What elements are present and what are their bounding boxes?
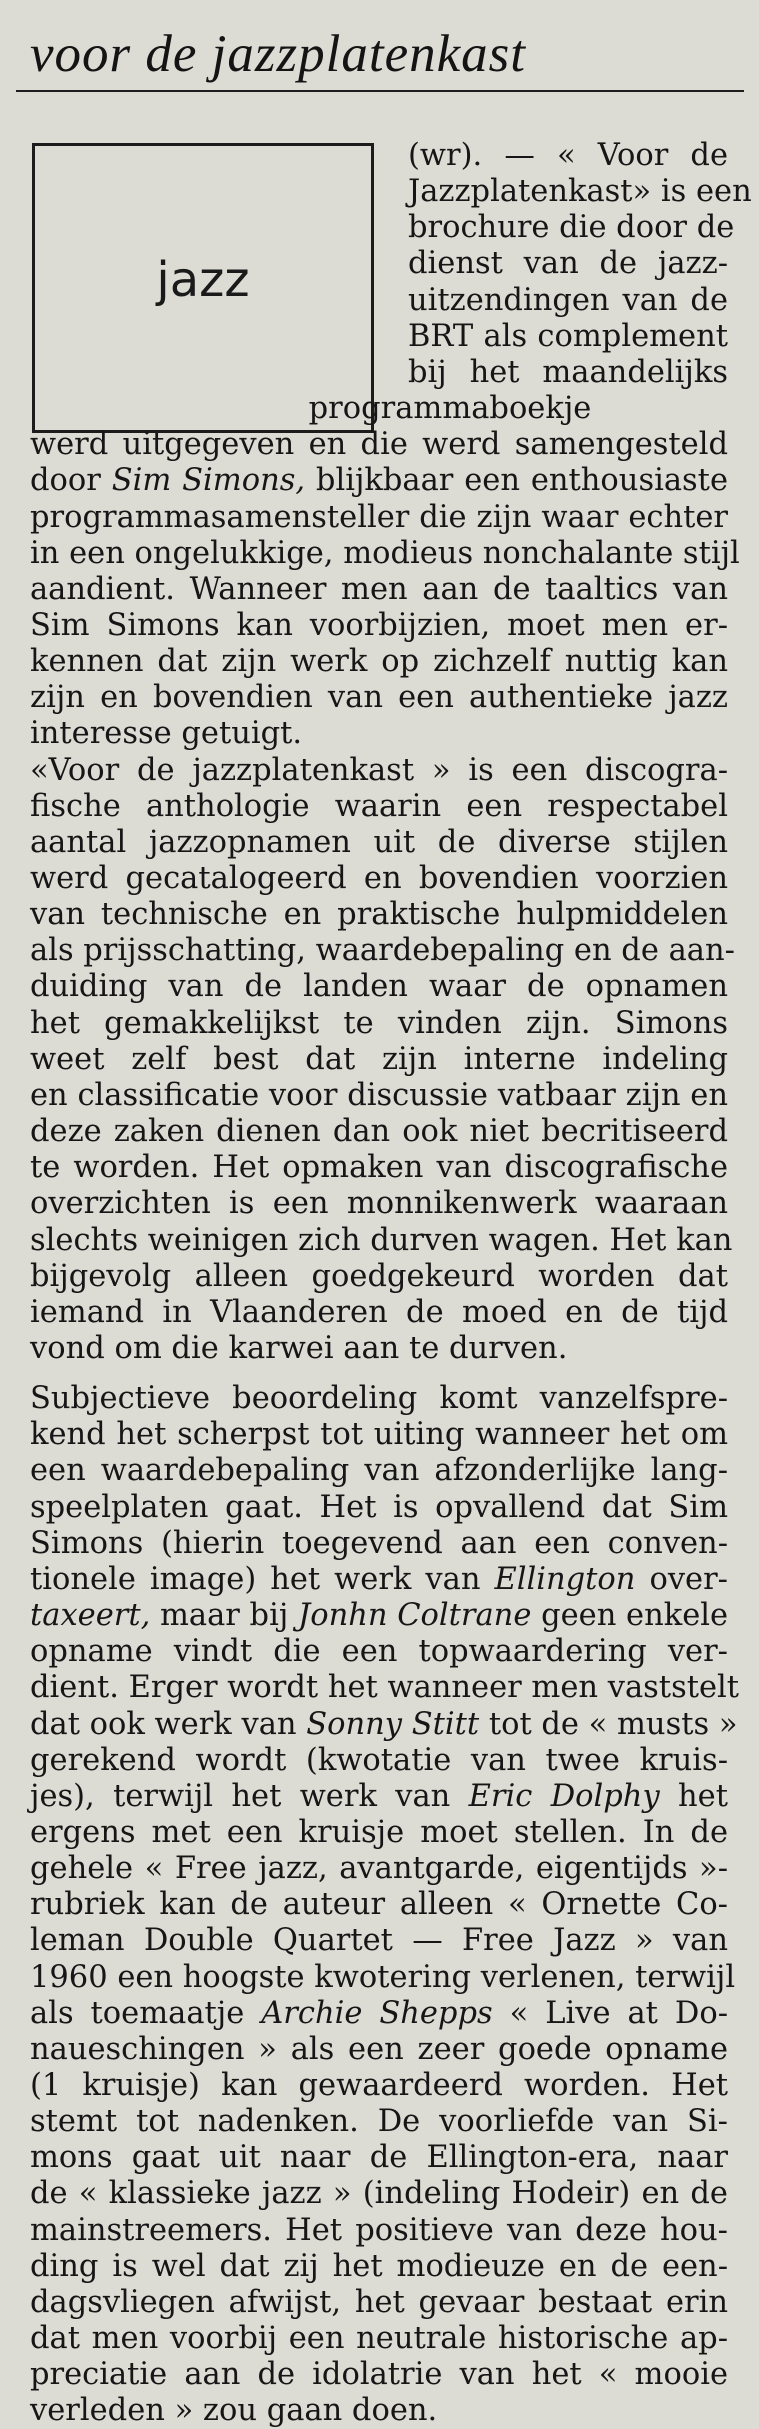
paragraph-2-line: duiding van de landen waar de opnamen (30, 969, 728, 1005)
paragraph-3-line: verleden » zou gaan doen. (30, 2393, 438, 2429)
paragraph-3-line: ding is wel dat zij het modieuze en de een- (30, 2248, 728, 2284)
paragraph-2-line: het gemakkelijkst te vinden zijn. Simons (30, 1005, 728, 1041)
paragraph-1-line: Sim Simons kan voorbijzien, moet men er- (30, 607, 728, 643)
paragraph-3-line: kend het scherpst tot uiting wanneer het om (30, 1417, 728, 1453)
paragraph-1-line: BRT als complement (408, 318, 728, 354)
paragraph-3-line: 1960 een hoogste kwotering verlenen, terwijl (30, 1959, 736, 1995)
paragraph-1-line: aandient. Wanneer men aan de taaltics van (30, 571, 728, 607)
paragraph-3-line: Simons (hierin toegevend aan een conven- (30, 1525, 728, 1561)
paragraph-3-line: opname vindt die een topwaardering ver- (30, 1634, 728, 1670)
paragraph-1-line: dienst van de jazz- (408, 246, 728, 282)
paragraph-2-line: aantal jazzopnamen uit de diverse stijlen (30, 824, 728, 860)
paragraph-3-line: de « klassieke jazz » (indeling Hodeir) en de (30, 2176, 728, 2212)
paragraph-2-line: werd gecatalogeerd en bovendien voorzien (30, 861, 728, 896)
paragraph-1-line: werd uitgegeven en die werd samengesteld (30, 427, 728, 463)
paragraph-2-line: en classificatie voor discussie vatbaar zijn en (30, 1077, 728, 1113)
paragraph-3-line: Subjectieve beoordeling komt vanzelfspre- (30, 1381, 728, 1417)
paragraph-1-line: kennen dat zijn werk op zichzelf nuttig kan (30, 644, 728, 680)
paragraph-3-line: ergens met een kruisje moet stellen. In de (30, 1814, 728, 1850)
paragraph-3-line: leman Double Quartet — Free Jazz » van (30, 1923, 728, 1959)
paragraph-3-line: taxeert, maar bij Jonhn Coltrane geen enkele (30, 1598, 729, 1633)
paragraph-3-line: mainstreemers. Het positieve van deze hou- (30, 2212, 728, 2248)
paragraph-2-line: overzichten is een monnikenwerk waaraan (30, 1186, 728, 1222)
paragraph-3-line: jes), terwijl het werk van Eric Dolphy het (30, 1778, 728, 1814)
paragraph-1-line: programmaboekje (308, 391, 592, 426)
paragraph-3-line: een waardebepaling van afzonderlijke lang- (30, 1453, 728, 1489)
paragraph-1-line: (wr). — « Voor de (408, 138, 728, 173)
paragraph-3-line: rubriek kan de auteur alleen « Ornette Co- (30, 1887, 728, 1923)
paragraph-2-line: slechts weinigen zich durven wagen. Het kan (30, 1222, 733, 1258)
paragraph-3-line: dat men voorbij een neutrale historische ap- (30, 2321, 728, 2356)
paragraph-2-line: iemand in Vlaanderen de moed en de tijd (30, 1294, 728, 1330)
paragraph-2-line: deze zaken dienen dan ook niet becritiseerd (30, 1114, 728, 1149)
paragraph-3-line: (1 kruisje) kan gewaardeerd worden. Het (30, 2068, 728, 2103)
headline-rule (16, 90, 744, 92)
paragraph-3-line: dat ook werk van Sonny Stitt tot de « musts » (30, 1706, 738, 1742)
paragraph-3-line: dagsvliegen afwijst, het gevaar bestaat erin (30, 2284, 728, 2320)
paragraph-1-line: brochure die door de (408, 210, 735, 246)
paragraph-1-line: door Sim Simons, blijkbaar een enthousiaste (30, 463, 728, 499)
jazz-box (32, 143, 374, 433)
paragraph-3-line: naueschingen » als een zeer goede opname (30, 2031, 728, 2067)
paragraph-1-line: in een ongelukkige, modieus nonchalante stijl (30, 535, 740, 571)
paragraph-2-line: vond om die karwei aan te durven. (30, 1331, 568, 1366)
paragraph-2-line: van technische en praktische hulpmiddelen (30, 897, 728, 933)
paragraph-2-line: weet zelf best dat zijn interne indeling (30, 1041, 728, 1077)
jazz-box-label: jazz (156, 252, 250, 308)
paragraph-3-line: speelplaten gaat. Het is opvallend dat Sim (30, 1489, 728, 1525)
paragraph-3-line: stemt tot nadenken. De voorliefde van Si- (30, 2104, 728, 2140)
paragraph-3-line: gehele « Free jazz, avantgarde, eigentijds »- (30, 1851, 728, 1887)
paragraph-2-line: «Voor de jazzplatenkast » is een discogra- (30, 752, 728, 788)
paragraph-2-line: fische anthologie waarin een respectabel (30, 788, 728, 824)
paragraph-3-line: dient. Erger wordt het wanneer men vaststelt (30, 1670, 740, 1706)
paragraph-1-line: Jazzplatenkast» is een (408, 174, 752, 210)
paragraph-3-line: preciatie aan de idolatrie van het « mooie (30, 2357, 728, 2393)
paragraph-3-line: mons gaat uit naar de Ellington-era, naar (30, 2140, 728, 2176)
headline: voor de jazzplatenkast (30, 25, 526, 83)
paragraph-1-line: uitzendingen van de (408, 282, 728, 318)
paragraph-1-line: interesse getuigt. (30, 716, 303, 752)
paragraph-3-line: tionele image) het werk van Ellington over- (30, 1561, 728, 1597)
paragraph-2-line: te worden. Het opmaken van discografische (30, 1150, 728, 1186)
paragraph-3-line: als toemaatje Archie Shepps « Live at Do- (30, 1995, 729, 2031)
paragraph-1-line: programmasamensteller die zijn waar echter (30, 499, 728, 535)
paragraph-2-line: als prijsschatting, waardebepaling en de aan- (30, 933, 735, 969)
paragraph-1-line: bij het maandelijks (408, 354, 728, 390)
paragraph-3-line: gerekend wordt (kwotatie van twee kruis- (30, 1742, 728, 1778)
paragraph-1-line: zijn en bovendien van een authentieke jazz (30, 680, 728, 716)
paragraph-2-line: bijgevolg alleen goedgekeurd worden dat (30, 1258, 728, 1294)
